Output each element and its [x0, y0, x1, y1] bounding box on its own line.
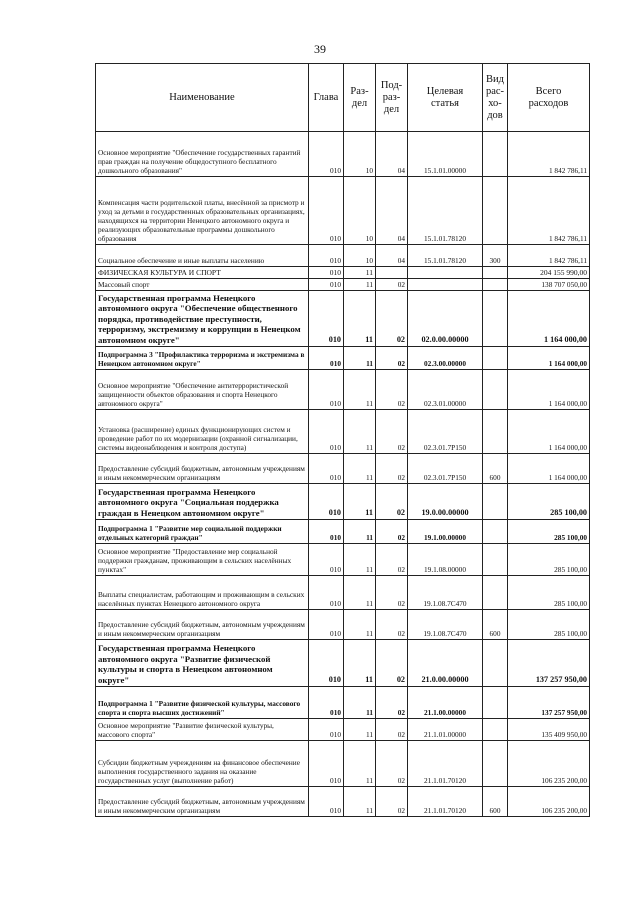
row-target: 02.3.00.00000 — [408, 347, 483, 370]
row-total: 285 100,00 — [508, 610, 590, 640]
header-podrazdel: Под- раз- дел — [376, 64, 408, 132]
row-name: Подпрограмма 1 "Развитие физической культуры, массового спорта и спорта высших достижений" — [96, 687, 309, 719]
row-podrazdel: 02 — [376, 640, 408, 687]
table-row — [96, 177, 590, 245]
row-glava: 010 — [309, 741, 344, 787]
row-target: 02.3.01.7Р150 — [408, 410, 483, 454]
row-glava: 010 — [309, 610, 344, 640]
row-razdel: 11 — [344, 610, 376, 640]
row-target: 19.1.00.00000 — [408, 520, 483, 544]
header-razdel: Раз- дел — [344, 64, 376, 132]
table-row — [96, 291, 590, 347]
row-razdel: 10 — [344, 245, 376, 267]
row-name: Установка (расширение) единых функционирующих систем и проведение работ по их модернизации (охранной сигнализации, системы видеонаблюдения и контроля доступа) — [96, 410, 309, 454]
row-name: Основное мероприятие "Обеспечение государственных гарантий прав граждан на получение общедоступного бесплатного дошкольного образования" — [96, 132, 309, 177]
header-total: Всего расходов — [508, 64, 590, 132]
row-podrazdel: 02 — [376, 719, 408, 741]
row-target: 19.1.08.00000 — [408, 544, 483, 576]
row-name: Массовый спорт — [96, 279, 309, 291]
row-glava: 010 — [309, 719, 344, 741]
table-row — [96, 610, 590, 640]
row-razdel: 11 — [344, 640, 376, 687]
row-podrazdel: 02 — [376, 291, 408, 347]
row-total: 137 257 950,00 — [508, 640, 590, 687]
row-razdel: 11 — [344, 347, 376, 370]
row-podrazdel: 04 — [376, 245, 408, 267]
row-target: 21.1.01.70120 — [408, 787, 483, 817]
row-target: 21.1.00.00000 — [408, 687, 483, 719]
row-target — [408, 267, 483, 279]
budget-table — [95, 63, 590, 817]
row-total: 135 409 950,00 — [508, 719, 590, 741]
row-vid — [483, 640, 508, 687]
row-podrazdel: 02 — [376, 741, 408, 787]
row-razdel: 11 — [344, 520, 376, 544]
row-razdel: 11 — [344, 370, 376, 410]
row-target: 15.1.01.78120 — [408, 245, 483, 267]
table-row — [96, 279, 590, 291]
row-glava: 010 — [309, 177, 344, 245]
row-vid — [483, 410, 508, 454]
row-razdel: 11 — [344, 454, 376, 484]
row-total: 106 235 200,00 — [508, 741, 590, 787]
row-razdel: 11 — [344, 787, 376, 817]
row-razdel: 11 — [344, 267, 376, 279]
row-glava: 010 — [309, 484, 344, 520]
row-razdel: 11 — [344, 484, 376, 520]
row-vid: 600 — [483, 610, 508, 640]
row-target: 21.0.00.00000 — [408, 640, 483, 687]
row-total: 204 155 990,00 — [508, 267, 590, 279]
row-name: Подпрограмма 3 "Профилактика терроризма и экстремизма в Ненецком автономном округе" — [96, 347, 309, 370]
row-name: Социальное обеспечение и иные выплаты населению — [96, 245, 309, 267]
row-total: 1 164 000,00 — [508, 291, 590, 347]
row-name: Субсидии бюджетным учреждениям на финансовое обеспечение выполнения государственного задания на оказание государственных услуг (выполнение работ) — [96, 741, 309, 787]
row-vid — [483, 544, 508, 576]
row-target: 02.3.01.7Р150 — [408, 454, 483, 484]
row-total: 1 164 000,00 — [508, 370, 590, 410]
row-name: Компенсация части родительской платы, внесённой за присмотр и уход за детьми в государственных образовательных организациях, находящихся на территории Ненецкого автономного округа и реализующих образовательные программы дошкольного образования — [96, 177, 309, 245]
table-row — [96, 347, 590, 370]
row-razdel: 11 — [344, 741, 376, 787]
table-row — [96, 484, 590, 520]
row-total: 1 842 786,11 — [508, 132, 590, 177]
row-vid — [483, 267, 508, 279]
table-row — [96, 576, 590, 610]
table-row — [96, 267, 590, 279]
row-glava: 010 — [309, 640, 344, 687]
table-row — [96, 520, 590, 544]
row-glava: 010 — [309, 132, 344, 177]
row-podrazdel — [376, 267, 408, 279]
row-razdel: 11 — [344, 279, 376, 291]
row-total: 1 164 000,00 — [508, 410, 590, 454]
row-vid — [483, 347, 508, 370]
row-razdel: 11 — [344, 544, 376, 576]
row-vid — [483, 520, 508, 544]
row-total: 285 100,00 — [508, 484, 590, 520]
table-row — [96, 132, 590, 177]
row-podrazdel: 02 — [376, 370, 408, 410]
table-row — [96, 719, 590, 741]
table-row — [96, 640, 590, 687]
row-total: 1 164 000,00 — [508, 347, 590, 370]
header-expense-type: Вид рас- хо- дов — [483, 64, 508, 132]
row-total: 106 235 200,00 — [508, 787, 590, 817]
row-vid: 600 — [483, 787, 508, 817]
row-razdel: 10 — [344, 177, 376, 245]
row-podrazdel: 02 — [376, 576, 408, 610]
row-name: ФИЗИЧЕСКАЯ КУЛЬТУРА И СПОРТ — [96, 267, 309, 279]
page-number: 39 — [314, 42, 326, 56]
row-razdel: 11 — [344, 576, 376, 610]
row-glava: 010 — [309, 245, 344, 267]
row-glava: 010 — [309, 687, 344, 719]
table-row — [96, 544, 590, 576]
row-vid — [483, 279, 508, 291]
row-glava: 010 — [309, 520, 344, 544]
row-vid — [483, 370, 508, 410]
row-podrazdel: 02 — [376, 279, 408, 291]
table-row — [96, 245, 590, 267]
row-total: 1 842 786,11 — [508, 245, 590, 267]
row-vid — [483, 741, 508, 787]
table-row — [96, 787, 590, 817]
row-glava: 010 — [309, 544, 344, 576]
row-name: Государственная программа Ненецкого автономного округа "Развитие физической культуры и спорта в Ненецком автономном округе" — [96, 640, 309, 687]
row-podrazdel: 02 — [376, 347, 408, 370]
row-name: Основное мероприятие "Развитие физической культуры, массового спорта" — [96, 719, 309, 741]
row-podrazdel: 02 — [376, 484, 408, 520]
row-name: Основное мероприятие "Обеспечение антитеррористической защищенности объектов образования и спорта Ненецкого автономного округа" — [96, 370, 309, 410]
row-name: Основное мероприятие "Предоставление мер социальной поддержки гражданам, проживающим в сельских населённых пунктах" — [96, 544, 309, 576]
header-name: Наименование — [96, 64, 309, 132]
row-target: 19.0.00.00000 — [408, 484, 483, 520]
header-row — [96, 64, 590, 132]
row-podrazdel: 04 — [376, 177, 408, 245]
row-vid — [483, 132, 508, 177]
row-name: Предоставление субсидий бюджетным, автономным учреждениям и иным некоммерческим организациям — [96, 610, 309, 640]
row-razdel: 11 — [344, 687, 376, 719]
row-total: 285 100,00 — [508, 576, 590, 610]
row-glava: 010 — [309, 576, 344, 610]
row-podrazdel: 04 — [376, 132, 408, 177]
row-razdel: 11 — [344, 410, 376, 454]
table-row — [96, 741, 590, 787]
row-vid: 300 — [483, 245, 508, 267]
row-target: 19.1.08.7С470 — [408, 610, 483, 640]
row-podrazdel: 02 — [376, 610, 408, 640]
row-podrazdel: 02 — [376, 454, 408, 484]
row-target: 15.1.01.78120 — [408, 177, 483, 245]
row-target: 21.1.01.70120 — [408, 741, 483, 787]
row-target: 02.3.01.00000 — [408, 370, 483, 410]
row-total: 137 257 950,00 — [508, 687, 590, 719]
row-glava: 010 — [309, 410, 344, 454]
row-vid — [483, 719, 508, 741]
row-target: 15.1.01.00000 — [408, 132, 483, 177]
row-glava: 010 — [309, 267, 344, 279]
row-total: 1 164 000,00 — [508, 454, 590, 484]
row-glava: 010 — [309, 370, 344, 410]
table-row — [96, 687, 590, 719]
row-target — [408, 279, 483, 291]
row-podrazdel: 02 — [376, 544, 408, 576]
row-podrazdel: 02 — [376, 520, 408, 544]
row-name: Предоставление субсидий бюджетным, автономным учреждениям и иным некоммерческим организациям — [96, 454, 309, 484]
row-razdel: 11 — [344, 719, 376, 741]
row-glava: 010 — [309, 787, 344, 817]
row-vid — [483, 687, 508, 719]
row-name: Государственная программа Ненецкого автономного округа "Обеспечение общественного порядка, противодействие преступности, терроризму, экстремизму и коррупции в Ненецком автономном округе" — [96, 291, 309, 347]
row-vid — [483, 484, 508, 520]
row-name: Подпрограмма 1 "Развитие мер социальной поддержки отдельных категорий граждан" — [96, 520, 309, 544]
row-podrazdel: 02 — [376, 410, 408, 454]
table-row — [96, 370, 590, 410]
header-target: Целевая статья — [408, 64, 483, 132]
row-total: 285 100,00 — [508, 544, 590, 576]
row-total: 138 707 050,00 — [508, 279, 590, 291]
row-name: Выплаты специалистам, работающим и проживающим в сельских населённых пунктах Ненецкого автономного округа — [96, 576, 309, 610]
row-podrazdel: 02 — [376, 687, 408, 719]
row-total: 285 100,00 — [508, 520, 590, 544]
row-glava: 010 — [309, 454, 344, 484]
row-vid: 600 — [483, 454, 508, 484]
row-glava: 010 — [309, 291, 344, 347]
row-name: Предоставление субсидий бюджетным, автономным учреждениям и иным некоммерческим организациям — [96, 787, 309, 817]
row-total: 1 842 786,11 — [508, 177, 590, 245]
row-vid — [483, 576, 508, 610]
row-razdel: 11 — [344, 291, 376, 347]
row-vid — [483, 177, 508, 245]
row-target: 02.0.00.00000 — [408, 291, 483, 347]
header-glava: Глава — [309, 64, 344, 132]
table-row — [96, 410, 590, 454]
table-row — [96, 454, 590, 484]
row-target: 19.1.08.7С470 — [408, 576, 483, 610]
row-glava: 010 — [309, 347, 344, 370]
row-vid — [483, 291, 508, 347]
row-podrazdel: 02 — [376, 787, 408, 817]
row-razdel: 10 — [344, 132, 376, 177]
row-name: Государственная программа Ненецкого автономного округа "Социальная поддержка граждан в Ненецком автономном округе" — [96, 484, 309, 520]
row-glava: 010 — [309, 279, 344, 291]
row-target: 21.1.01.00000 — [408, 719, 483, 741]
